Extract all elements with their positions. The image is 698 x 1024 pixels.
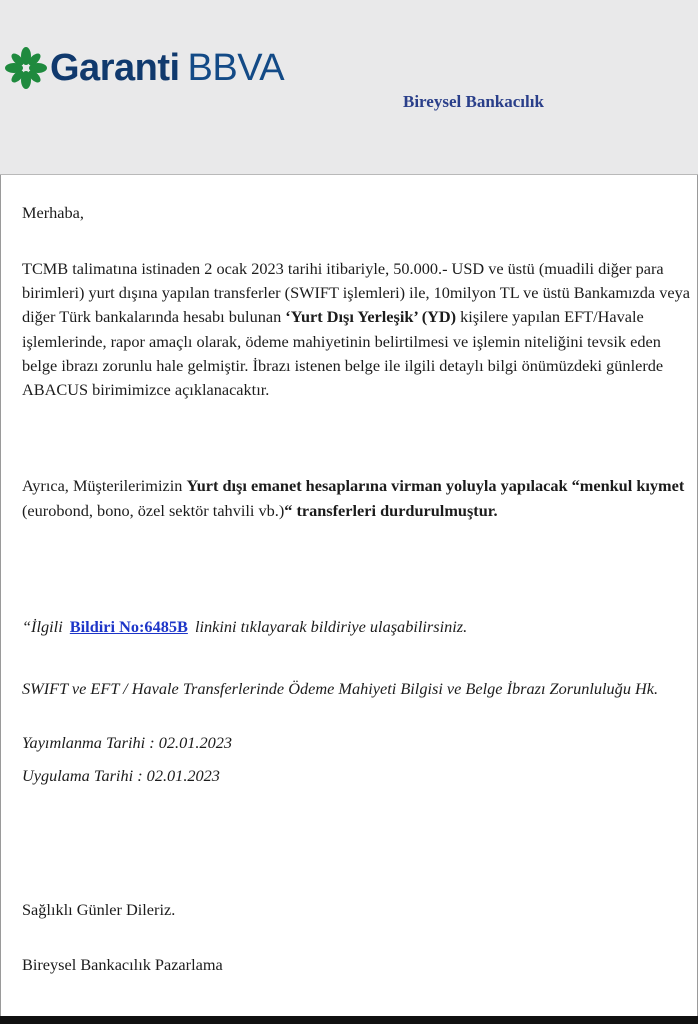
link-prefix: “İlgili — [22, 617, 63, 636]
notice-link[interactable]: Bildiri No:6485B — [69, 617, 188, 636]
bottom-bar — [0, 1016, 698, 1024]
signoff: Bireysel Bankacılık Pazarlama — [22, 955, 223, 974]
para2-text-b: (eurobond, bono, özel sektör tahvili vb.) — [22, 500, 285, 520]
notice-link-line — [22, 617, 467, 637]
brand-garanti: Garanti — [50, 46, 180, 89]
greeting: Merhaba, — [22, 203, 84, 222]
garanti-bbva-logo — [4, 38, 284, 98]
paragraph-1 — [22, 257, 692, 402]
para2-bold-b: “ transferleri durdurulmuştur. — [284, 500, 498, 520]
brand-bbva: BBVA — [187, 46, 285, 89]
para2-text-a: Ayrıca, Müşterilerimizin — [22, 476, 187, 495]
paragraph-2 — [22, 474, 692, 523]
para1-text-b: kişilere yapılan EFT/Havale işlemlerinde, rapor amaçlı olarak, ödeme mahiyetinin belirtilmesi ve işlemin niteliğini tevsik eden belge ibrazı zorunlu hale gelmiştir. İbrazı istenen belge ile ilgili detaylı bilgi önümüzdeki günlerde ABACUS birimimizce açıklanacaktır. — [22, 307, 664, 400]
para1-bold: ‘Yurt Dışı Yerleşik’ (YD) — [285, 307, 457, 327]
closing-line: Sağlıklı Günler Dileriz. — [22, 900, 176, 919]
clover-icon — [4, 46, 48, 90]
email-header — [0, 0, 698, 175]
para1-text-a: TCMB talimatına istinaden 2 ocak 2023 tarihi itibariyle, 50.000.- USD ve üstü (muadili diğer para birimleri) yurt dışına yapılan transferler (SWIFT işlemleri) ile, 10milyon TL ve üstü Bankamızda veya diğer Türk bankalarında hesabı bulunan — [22, 259, 690, 327]
link-suffix: linkini tıklayarak bildiriye ulaşabilirsiniz. — [194, 617, 468, 636]
para2-bold-a: Yurt dışı emanet hesaplarına virman yoluyla yapılacak “menkul kıymet — [186, 476, 685, 495]
published-date: Yayımlanma Tarihi : 02.01.2023 — [22, 733, 233, 752]
notice-title: SWIFT ve EFT / Havale Transferlerinde Ödeme Mahiyeti Bilgisi ve Belge İbrazı Zorunluluğu Hk. — [22, 679, 659, 698]
brand-name — [50, 47, 284, 90]
section-title: Bireysel Bankacılık — [403, 92, 544, 111]
applied-date: Uygulama Tarihi : 02.01.2023 — [22, 766, 220, 785]
